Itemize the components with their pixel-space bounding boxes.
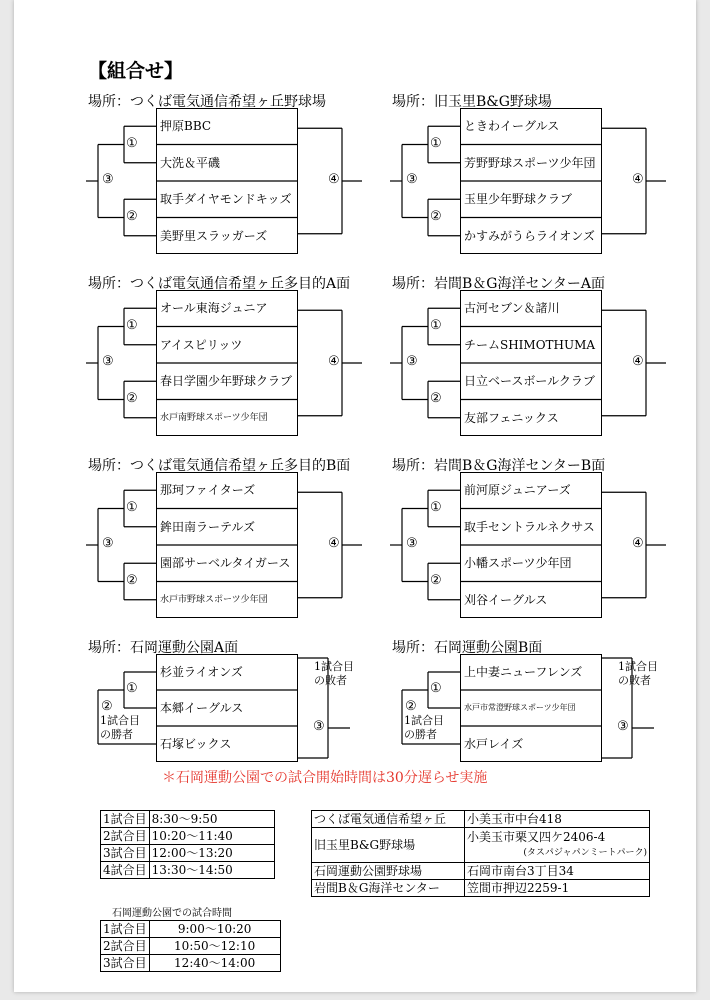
start-time-notice: ＊石岡運動公園での試合開始時間は30分遅らせ実施 [162, 770, 488, 786]
page-heading: 【組合せ】 [88, 60, 184, 82]
match-3-label: ③ [617, 719, 629, 734]
match-3-label: ③ [313, 719, 325, 734]
team-slot-2: 水戸市常澄野球スポーツ少年団 [464, 703, 576, 712]
venue-title: 場所：つくば電気通信希望ヶ丘多目的B面 [88, 458, 351, 474]
match-4-label: ④ [328, 172, 340, 187]
venue-title: 場所：石岡運動公園B面 [392, 640, 543, 656]
team-slot-3: 春日学園少年野球クラブ [160, 374, 293, 389]
venue-title: 場所：石岡運動公園A面 [88, 640, 239, 656]
match-1-label: ① [430, 499, 442, 515]
team-slot-1: 杉並ライオンズ [160, 665, 243, 679]
schedule-time: 10:20〜11:40 [149, 828, 274, 845]
winner-note-line-2: の勝者 [100, 728, 133, 741]
team-slot-2: 大洗＆平磯 [160, 155, 221, 170]
team-slot-2: アイスピリッツ [160, 337, 243, 352]
loser-note-line-1: 1試合目 [618, 660, 658, 673]
team-slot-3: 小幡スポーツ少年団 [464, 556, 572, 571]
team-slot-3: 日立ベースボールクラブ [464, 374, 595, 389]
schedule-game: 4試合目 [101, 862, 150, 879]
schedule-time: 9:00〜10:20 [149, 921, 280, 938]
address-text: 石岡市南台3丁目34 [465, 863, 650, 880]
schedule-game: 1試合目 [101, 811, 150, 828]
team-slot-3: 取手ダイヤモンドキッズ [160, 192, 292, 207]
match-3-label: ③ [102, 354, 114, 369]
venue-title: 場所：つくば電気通信希望ヶ丘野球場 [88, 94, 326, 110]
match-2-label: ② [430, 572, 442, 588]
loser-note-line-2: の敗者 [314, 674, 347, 687]
team-slot-2: 芳野野球スポーツ少年団 [464, 155, 596, 170]
match-1-label: ① [430, 317, 442, 333]
match-1-label: ① [126, 317, 138, 333]
team-slot-2: 取手セントラルネクサス [464, 519, 595, 534]
address-text: 笠間市押辺2259-1 [465, 880, 650, 897]
schedule-time: 12:00〜13:20 [149, 845, 274, 862]
loser-note-line-2: の敗者 [618, 674, 651, 687]
team-slot-4: 水戸市野球スポーツ少年団 [160, 594, 268, 605]
winner-note-line-2: の勝者 [404, 728, 437, 741]
match-3-label: ③ [102, 172, 114, 187]
venue-title: 場所：岩間B＆G海洋センターA面 [392, 276, 606, 292]
schedule-time: 8:30〜9:50 [149, 811, 274, 828]
match-4-label: ④ [328, 354, 340, 369]
address-subtext: (タスパジャパンミートパーク) [523, 848, 647, 858]
venue-title: 場所：旧玉里B&G野球場 [392, 94, 552, 110]
match-1-label: ① [126, 135, 138, 151]
team-slot-3: 玉里少年野球クラブ [464, 192, 573, 207]
address-text: 小美玉市栗又四ケ2406-4 [467, 830, 606, 844]
match-2-label: ② [430, 390, 442, 406]
match-2-label: ② [126, 572, 138, 588]
team-slot-2: 本郷イーグルス [160, 701, 244, 715]
team-slot-2: チームSHIMOTHUMA [464, 337, 596, 352]
match-1-label: ① [430, 681, 442, 696]
team-slot-1: 那珂ファイターズ [160, 483, 256, 498]
schedule-time: 12:40〜14:00 [149, 955, 280, 972]
match-4-label: ④ [632, 354, 644, 369]
match-3-label: ③ [406, 354, 418, 369]
match-3-label: ③ [102, 536, 114, 551]
team-slot-4: かすみがうらライオンズ [464, 228, 595, 243]
schedule-time: 10:50〜12:10 [149, 938, 280, 955]
address-venue: 旧玉里B&G野球場 [312, 828, 465, 863]
venue-title: 場所：つくば電気通信希望ヶ丘多目的A面 [88, 276, 351, 292]
match-2-label: ② [126, 208, 138, 224]
match-3-label: ③ [406, 536, 418, 551]
ishioka-schedule-title: 石岡運動公園での試合時間 [112, 908, 232, 919]
schedule-game: 3試合目 [101, 955, 150, 972]
team-slot-3: 水戸レイズ [464, 737, 524, 751]
winner-note-line-1: 1試合目 [100, 714, 140, 727]
team-slot-3: 石塚ビックス [160, 737, 232, 751]
match-4-label: ④ [632, 172, 644, 187]
address-venue: 岩間B＆G海洋センター [312, 880, 465, 897]
venue-title: 場所：岩間B＆G海洋センターB面 [392, 458, 606, 474]
team-slot-1: 上中妻ニューフレンズ [464, 665, 583, 679]
match-2-label: ② [101, 699, 113, 714]
match-1-label: ① [430, 135, 442, 151]
match-2-label: ② [405, 699, 417, 714]
team-slot-1: 押原BBC [160, 119, 212, 134]
address-venue: 石岡運動公園野球場 [312, 863, 465, 880]
team-slot-4: 刈谷イーグルス [464, 592, 548, 607]
team-slot-4: 水戸南野球スポーツ少年団 [160, 412, 268, 423]
team-slot-1: 前河原ジュニアーズ [464, 483, 571, 498]
schedule-time: 13:30〜14:50 [149, 862, 274, 879]
match-3-label: ③ [406, 172, 418, 187]
match-4-label: ④ [328, 536, 340, 551]
team-slot-1: オール東海ジュニア [160, 301, 268, 316]
schedule-game: 2試合目 [101, 938, 150, 955]
team-slot-1: ときわイーグルス [464, 119, 560, 134]
schedule-game: 3試合目 [101, 845, 150, 862]
team-slot-3: 園部サーベルタイガース [160, 556, 291, 571]
match-2-label: ② [126, 390, 138, 406]
match-4-label: ④ [632, 536, 644, 551]
winner-note-line-1: 1試合目 [404, 714, 444, 727]
team-slot-1: 古河セブン＆諸川 [464, 301, 560, 316]
loser-note-line-1: 1試合目 [314, 660, 354, 673]
schedule-game: 1試合目 [101, 921, 150, 938]
address-text: 小美玉市中台418 [465, 811, 650, 828]
schedule-game: 2試合目 [101, 828, 150, 845]
team-slot-2: 鉾田南ラーテルズ [160, 519, 256, 534]
match-1-label: ① [126, 499, 138, 515]
address-venue: つくば電気通信希望ヶ丘 [312, 811, 465, 828]
team-slot-4: 美野里スラッガーズ [160, 228, 268, 243]
match-1-label: ① [126, 681, 138, 696]
match-2-label: ② [430, 208, 442, 224]
team-slot-4: 友部フェニックス [464, 410, 559, 425]
